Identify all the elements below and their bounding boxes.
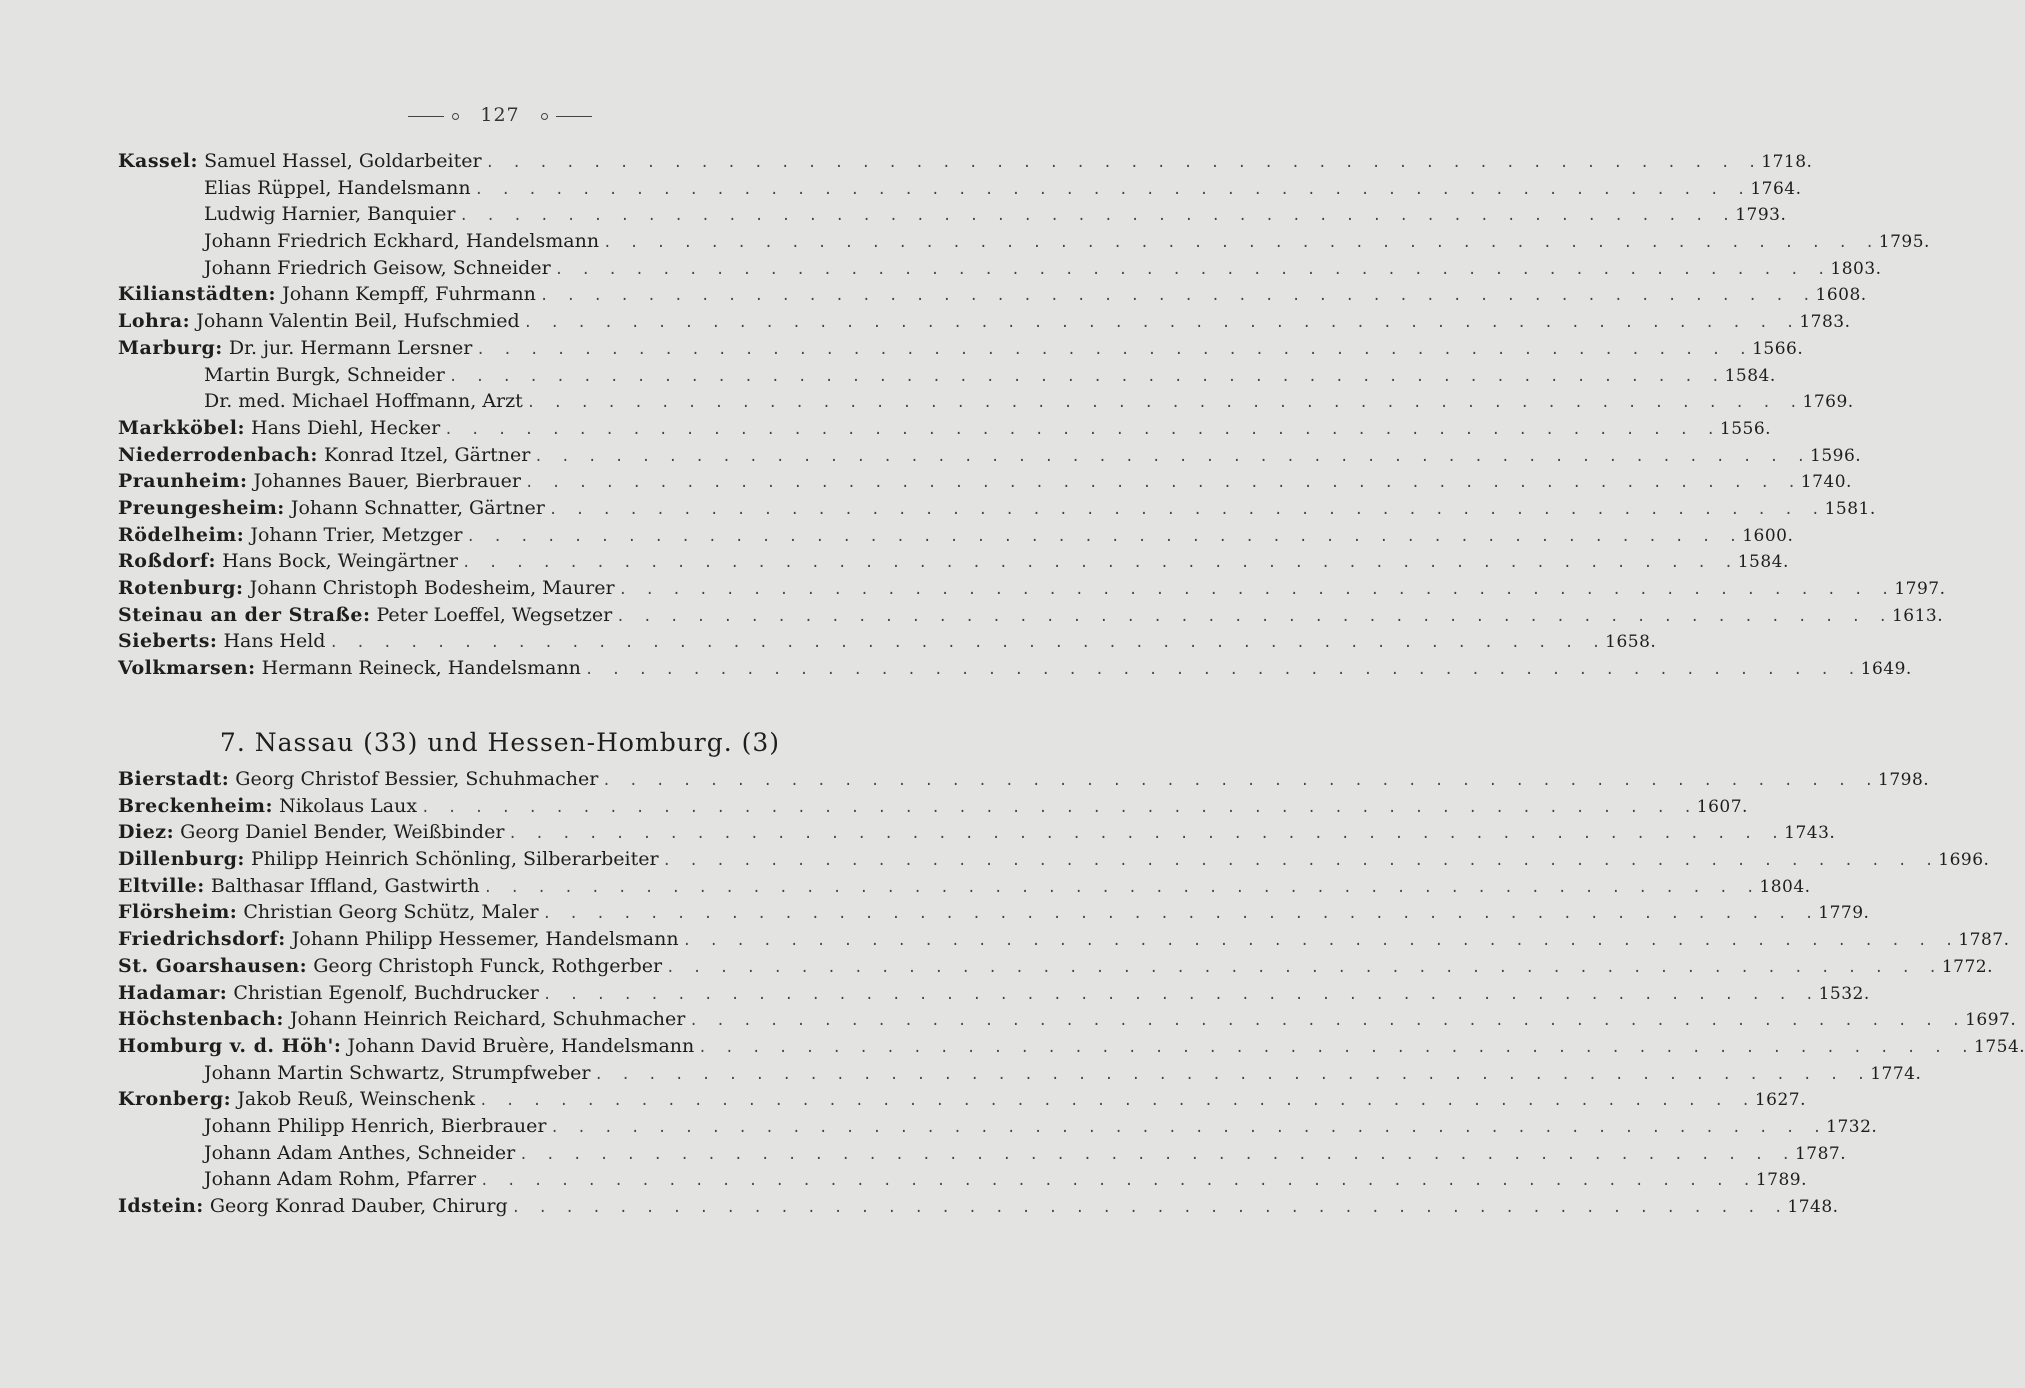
entry-row (118, 336, 1804, 364)
entry-person: Johann Martin Schwartz, Strumpfweber (204, 1061, 591, 1084)
entry-year: 1600. (1742, 525, 1794, 546)
entry-year: 1754. (1974, 1036, 2025, 1057)
entry-year: 1803. (1830, 258, 1882, 279)
entry-row (118, 416, 1772, 444)
entry-row (118, 390, 1854, 417)
dot-leader: . . . . . . . . . . . . . . . . . . . . . . . . . . . . . . . . . . . . . . . . . . . . . . . . (459, 208, 1736, 225)
entry-place: Höchstenbach: (118, 1008, 284, 1031)
entry-year: 1608. (1815, 285, 1867, 306)
entry-person: Peter Loeffel, Wegsetzer (376, 603, 613, 626)
entry-person: Johann Kempff, Fuhrmann (282, 283, 536, 306)
entry-row (118, 768, 1930, 795)
entry-year: 1732. (1826, 1116, 1878, 1137)
entry-year: 1649. (1860, 659, 1912, 680)
dot-leader: . . . . . . . . . . . . . . . . . . . . . . . . . . . . . . . . . . . . . . . . . . . . . . . . (474, 181, 1751, 198)
entry-row (118, 363, 1776, 391)
entry-row (118, 550, 1789, 577)
entry-row (118, 1061, 1922, 1089)
header-rule-left (408, 116, 444, 117)
entry-place: Bierstadt: (118, 768, 230, 790)
entry-row (118, 230, 1930, 257)
header-ornament-left (452, 113, 459, 120)
dot-leader: . . . . . . . . . . . . . . . . . . . . . . . . . . . . . . . . . . . . . . . . . . . . . . . . (508, 826, 1785, 843)
entry-place: Homburg v. d. Höh': (118, 1034, 342, 1057)
entry-year: 1804. (1759, 876, 1811, 897)
dot-leader: . . . . . . . . . . . . . . . . . . . . . . . . . . . . . . . . . . . . . . . . . . . . . . . . (542, 986, 1819, 1003)
entry-row (118, 1141, 1847, 1169)
entry-person: Johann Philipp Hessemer, Handelsmann (291, 928, 679, 951)
entry-year: 1795. (1878, 232, 1930, 253)
entry-row (118, 874, 1811, 902)
entry-year: 1584. (1737, 552, 1789, 573)
entry-year: 1584. (1724, 365, 1776, 386)
entry-year: 1581. (1824, 498, 1876, 519)
entry-person: Georg Christof Bessier, Schuhmacher (235, 768, 599, 790)
entry-year: 1696. (1938, 850, 1990, 871)
entry-person: Johann Christoph Bodesheim, Maurer (249, 577, 615, 599)
entry-row (118, 1168, 1808, 1195)
dot-leader: . . . . . . . . . . . . . . . . . . . . . . . . . . . . . . . . . . . . . . . . . . . . . . . . (444, 421, 1720, 438)
entry-row (118, 577, 1946, 604)
dot-leader: . . . . . . . . . . . . . . . . . . . . . . . . . . . . . . . . . . . . . . . . . . . . . . . . (616, 608, 1892, 625)
dot-leader: . . . . . . . . . . . . . . . . . . . . . . . . . . . . . . . . . . . . . . . . . . . . . . . . (421, 799, 1697, 816)
entry-row (118, 630, 1657, 657)
dot-leader: . . . . . . . . . . . . . . . . . . . . . . . . . . . . . . . . . . . . . . . . . . . . . . . . (461, 555, 1738, 572)
entry-row (118, 443, 1862, 471)
entry-year: 1613. (1891, 605, 1944, 626)
dot-leader: . . . . . . . . . . . . . . . . . . . . . . . . . . . . . . . . . . . . . . . . . . . . . . . . (584, 662, 1861, 679)
entry-person: Hans Diehl, Hecker (251, 416, 441, 439)
entry-person: Johann Friedrich Eckhard, Handelsmann (204, 230, 600, 253)
entry-person: Dr. jur. Hermann Lersner (228, 336, 473, 359)
entry-place: Marburg: (118, 336, 223, 359)
entry-person: Dr. med. Michael Hoffmann, Arzt (204, 390, 523, 413)
entry-row (118, 1195, 1839, 1222)
entry-place: Praunheim: (118, 470, 248, 493)
entry-place: St. Goarshausen: (118, 954, 308, 977)
dot-leader: . . . . . . . . . . . . . . . . . . . . . . . . . . . . . . . . . . . . . . . . . . . . . . . . (523, 315, 1800, 332)
entry-place: Dillenburg: (118, 848, 245, 871)
entry-year: 1793. (1735, 205, 1787, 226)
entry-year: 1797. (1894, 579, 1946, 599)
entry-person: Georg Daniel Bender, Weißbinder (180, 821, 505, 844)
entry-place: Kronberg: (118, 1088, 232, 1111)
dot-leader: . . . . . . . . . . . . . . . . . . . . . . . . . . . . . . . . . . . . . . . . . . . . . . . . (554, 261, 1831, 278)
entry-person: Ludwig Harnier, Banquier (204, 203, 456, 226)
entry-person: Jakob Reuß, Weinschenk (237, 1088, 476, 1111)
entry-year: 1556. (1719, 418, 1772, 439)
dot-leader: . . . . . . . . . . . . . . . . . . . . . . . . . . . . . . . . . . . . . . . . . . . . . . . . (466, 528, 1743, 545)
entry-row (118, 657, 1912, 684)
entry-year: 1789. (1755, 1170, 1808, 1191)
entry-year: 1743. (1784, 823, 1836, 844)
entry-year: 1566. (1752, 338, 1804, 359)
section-heading: 7. Nassau (33) und Hessen-Homburg. (3) (219, 728, 781, 757)
entry-row (118, 150, 1813, 177)
entry-row (118, 954, 1993, 982)
entry-person: Johann Adam Rohm, Pfarrer (204, 1168, 477, 1191)
entry-year: 1787. (1794, 1143, 1847, 1164)
entry-place: Kassel: (118, 150, 199, 172)
dot-leader: . . . . . . . . . . . . . . . . . . . . . . . . . . . . . . . . . . . . . . . . . . . . . . . . (329, 635, 1606, 652)
entry-year: 1772. (1941, 956, 1993, 977)
dot-leader: . . . . . . . . . . . . . . . . . . . . . . . . . . . . . . . . . . . . . . . . . . . . . . . . (479, 1093, 1755, 1110)
entry-person: Konrad Itzel, Gärtner (323, 443, 531, 466)
entry-person: Christian Georg Schütz, Maler (243, 901, 539, 924)
entry-place: Markköbel: (118, 416, 245, 439)
entry-row (118, 203, 1787, 230)
entry-person: Johann Trier, Metzger (250, 523, 463, 546)
entry-row (118, 1114, 1878, 1142)
dot-leader: . . . . . . . . . . . . . . . . . . . . . . . . . . . . . . . . . . . . . . . . . . . . . . . . (539, 288, 1816, 305)
entry-person: Johannes Bauer, Bierbrauer (253, 470, 522, 493)
entry-year: 1798. (1878, 770, 1930, 790)
page-header (0, 104, 1000, 126)
entry-year: 1783. (1799, 312, 1851, 333)
dot-leader: . . . . . . . . . . . . . . . . . . . . . . . . . . . . . . . . . . . . . . . . . . . . . . . . (519, 1146, 1795, 1163)
entry-place: Preungesheim: (118, 496, 285, 519)
header-ornament-right (541, 113, 548, 120)
entry-person: Samuel Hassel, Goldarbeiter (204, 150, 482, 172)
entry-row (118, 981, 1870, 1009)
entry-year: 1532. (1818, 983, 1870, 1004)
entry-person: Philipp Heinrich Schönling, Silberarbeiter (251, 848, 659, 871)
entry-row (118, 523, 1794, 551)
entry-row (118, 256, 1882, 284)
entry-row (118, 176, 1802, 204)
dot-leader: . . . . . . . . . . . . . . . . . . . . . . . . . . . . . . . . . . . . . . . . . . . . . . . . (548, 501, 1825, 518)
dot-leader: . . . . . . . . . . . . . . . . . . . . . . . . . . . . . . . . . . . . . . . . . . . . . . . . (594, 1066, 1871, 1083)
entry-place: Hadamar: (118, 981, 228, 1004)
entry-place: Eltville: (118, 874, 205, 897)
entry-year: 1764. (1750, 178, 1802, 199)
entry-place: Breckenheim: (118, 794, 274, 817)
dot-leader: . . . . . . . . . . . . . . . . . . . . . . . . . . . . . . . . . . . . . . . . . . . . . . . . (542, 906, 1819, 923)
dot-leader: . . . . . . . . . . . . . . . . . . . . . . . . . . . . . . . . . . . . . . . . . . . . . . . . (550, 1119, 1827, 1136)
entry-person: Johann Valentin Beil, Hufschmied (196, 310, 520, 333)
entry-person: Georg Konrad Dauber, Chirurg (209, 1195, 508, 1217)
dot-leader: . . . . . . . . . . . . . . . . . . . . . . . . . . . . . . . . . . . . . . . . . . . . . . . . (689, 1013, 1966, 1030)
entry-place: Idstein: (118, 1195, 204, 1217)
entry-year: 1769. (1802, 392, 1854, 413)
dot-leader: . . . . . . . . . . . . . . . . . . . . . . . . . . . . . . . . . . . . . . . . . . . . . . . . (525, 475, 1801, 492)
entry-person: Georg Christoph Funck, Rothgerber (313, 954, 663, 977)
entry-place: Lohra: (118, 310, 191, 333)
dot-leader: . . . . . . . . . . . . . . . . . . . . . . . . . . . . . . . . . . . . . . . . . . . . . . . . (534, 448, 1811, 465)
entry-person: Elias Rüppel, Handelsmann (204, 176, 471, 199)
entry-person: Johann Friedrich Geisow, Schneider (204, 256, 551, 279)
entry-person: Johann Heinrich Reichard, Schuhmacher (289, 1008, 686, 1031)
dot-leader: . . . . . . . . . . . . . . . . . . . . . . . . . . . . . . . . . . . . . . . . . . . . . . . . (526, 395, 1803, 412)
entry-person: Hermann Reineck, Handelsmann (261, 657, 581, 680)
entry-place: Rödelheim: (118, 523, 245, 546)
entry-year: 1774. (1870, 1063, 1922, 1084)
entry-row (118, 310, 1851, 337)
dot-leader: . . . . . . . . . . . . . . . . . . . . . . . . . . . . . . . . . . . . . . . . . . . . . . . . (511, 1200, 1788, 1216)
entry-person: Hans Bock, Weingärtner (222, 550, 458, 573)
dot-leader: . . . . . . . . . . . . . . . . . . . . . . . . . . . . . . . . . . . . . . . . . . . . . . . . (480, 1173, 1756, 1190)
entry-row (118, 1088, 1806, 1115)
entry-row (118, 603, 1944, 631)
entry-row (118, 848, 1990, 875)
entry-person: Johann Schnatter, Gärtner (290, 496, 545, 519)
entry-person: Johann Philipp Henrich, Bierbrauer (204, 1114, 547, 1137)
entry-year: 1596. (1810, 445, 1862, 466)
entry-row (118, 821, 1836, 848)
entry-person: Johann David Bruère, Handelsmann (347, 1034, 695, 1057)
entry-person: Martin Burgk, Schneider (204, 363, 445, 386)
entry-row (118, 901, 1870, 928)
entry-year: 1718. (1761, 152, 1813, 172)
entry-year: 1627. (1754, 1090, 1806, 1111)
entry-year: 1740. (1800, 472, 1852, 493)
entry-place: Flörsheim: (118, 901, 238, 924)
entry-person: Christian Egenolf, Buchdrucker (233, 981, 539, 1004)
entry-year: 1607. (1696, 796, 1748, 817)
entry-place: Friedrichsdorf: (118, 928, 286, 951)
entry-person: Hans Held (223, 630, 326, 653)
dot-leader: . . . . . . . . . . . . . . . . . . . . . . . . . . . . . . . . . . . . . . . . . . . . . . . . (618, 582, 1895, 598)
entry-place: Diez: (118, 821, 175, 844)
entry-year: 1787. (1958, 930, 2010, 951)
entry-place: Roßdorf: (118, 550, 217, 573)
entry-place: Volkmarsen: (118, 657, 256, 680)
entry-year: 1658. (1605, 632, 1657, 653)
dot-leader: . . . . . . . . . . . . . . . . . . . . . . . . . . . . . . . . . . . . . . . . . . . . . . . . (603, 235, 1879, 252)
dot-leader: . . . . . . . . . . . . . . . . . . . . . . . . . . . . . . . . . . . . . . . . . . . . . . . . (682, 933, 1959, 950)
dot-leader: . . . . . . . . . . . . . . . . . . . . . . . . . . . . . . . . . . . . . . . . . . . . . . . . (602, 773, 1879, 789)
dot-leader: . . . . . . . . . . . . . . . . . . . . . . . . . . . . . . . . . . . . . . . . . . . . . . . . (662, 853, 1939, 870)
entry-row (118, 1034, 2025, 1062)
entry-row (118, 1008, 2017, 1035)
header-rule-right (556, 116, 592, 117)
entry-list-section-2 (118, 768, 2025, 1222)
dot-leader: . . . . . . . . . . . . . . . . . . . . . . . . . . . . . . . . . . . . . . . . . . . . . . . . (666, 959, 1942, 976)
dot-leader: . . . . . . . . . . . . . . . . . . . . . . . . . . . . . . . . . . . . . . . . . . . . . . . . (698, 1039, 1974, 1056)
entry-place: Kilianstädten: (118, 283, 277, 306)
entry-row (118, 496, 1876, 524)
entry-row (118, 928, 2010, 955)
entry-row (118, 283, 1867, 310)
entry-place: Rotenburg: (118, 577, 244, 599)
entry-year: 1697. (1965, 1010, 2017, 1031)
entry-person: Nikolaus Laux (279, 794, 418, 817)
entry-row (118, 470, 1852, 497)
dot-leader: . . . . . . . . . . . . . . . . . . . . . . . . . . . . . . . . . . . . . . . . . . . . . . . . (485, 155, 1762, 171)
entry-person: Balthasar Iffland, Gastwirth (210, 874, 480, 897)
page-number: 127 (480, 104, 520, 126)
entry-year: 1748. (1787, 1197, 1839, 1217)
dot-leader: . . . . . . . . . . . . . . . . . . . . . . . . . . . . . . . . . . . . . . . . . . . . . . . . (483, 879, 1760, 896)
entry-person: Johann Adam Anthes, Schneider (204, 1141, 516, 1164)
entry-year: 1779. (1818, 903, 1870, 924)
dot-leader: . . . . . . . . . . . . . . . . . . . . . . . . . . . . . . . . . . . . . . . . . . . . . . . . (476, 341, 1753, 358)
entry-place: Niederrodenbach: (118, 443, 318, 466)
entry-list-section-1 (118, 150, 1946, 684)
dot-leader: . . . . . . . . . . . . . . . . . . . . . . . . . . . . . . . . . . . . . . . . . . . . . . . . (448, 368, 1725, 385)
entry-row (118, 794, 1748, 822)
entry-place: Steinau an der Straße: (118, 603, 371, 626)
entry-place: Sieberts: (118, 630, 218, 653)
